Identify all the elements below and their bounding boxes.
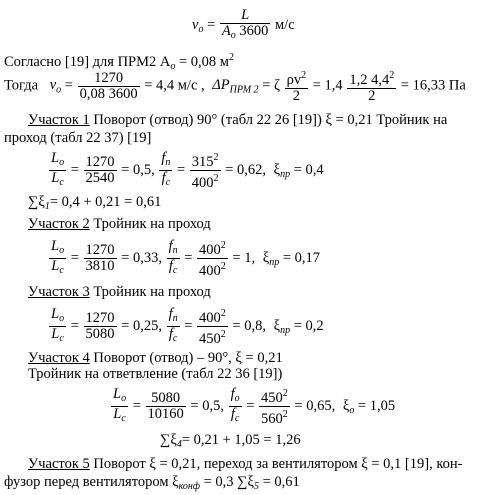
uch4-formula: $\frac{L_o}{L_c}$ = $\frac{5080}{10160}$ = 0,5, $\frac{f_о}{f_c}$ = $\frac{450^2}{560^2}$ = 0,65, $\xi_о = 1,05$: [113, 386, 396, 427]
fraction: $\frac{315^2}{400^2}$: [191, 152, 219, 191]
uch5-line2: фузор перед вентилятором $\xi_{конф} = 0,3$ $\sum\xi_5 = 0,61$: [4, 474, 300, 492]
fraction: $\frac{1,2 4,4^2}{2}$: [349, 70, 395, 104]
section-title: Участок 2: [28, 216, 90, 232]
fraction: [220, 8, 270, 43]
fraction: $\frac{1270}{0,08 3600}$: [79, 69, 138, 102]
symbol: v: [192, 16, 199, 33]
fraction-numerator: L: [220, 8, 270, 24]
uch5-heading: Участок 5 Поворот ξ = 0,21, переход за вентилятором ξ = 0,1 [19], кон-: [28, 456, 463, 472]
uch4-heading: Участок 4 Поворот (отвод) – 90°, ξ = 0,21: [28, 350, 283, 366]
ratio-l: $\frac{L_o}{L_c}$: [51, 150, 65, 188]
uch3-formula: $\frac{L_o}{L_c}$ = $\frac{1270}{5080}$ = 0,25, $\frac{f_п}{f_c}$ = $\frac{400^2}{450^2}$ = 0,8, $\xi_{пр} = 0,2$: [51, 306, 324, 347]
uch2-formula: $\frac{L_o}{L_c}$ = $\frac{1270}{3810}$ = 0,33, $\frac{f_п}{f_c}$ = $\frac{400^2}{400^2}$ = 1, $\xi_{пр} = 0,17$: [51, 238, 321, 279]
fraction: $\frac{1270}{2540}$: [85, 154, 115, 186]
ratio-f: $\frac{f_п}{f_c}$: [161, 150, 171, 188]
uch1-heading: Участок 1 Поворот (отвод) 90° (табл 22 26 [19]) ξ = 0,21 Тройник на: [28, 112, 448, 128]
uch3-heading: Участок 3 Тройник на проход: [28, 284, 211, 300]
section-title: Участок 1: [28, 112, 90, 128]
section-title: Участок 5: [28, 456, 90, 472]
uch1-line2: проход (табл 22 37) [19]: [4, 130, 152, 146]
uch4-line2: Тройник на ответвление (табл 22 36 [19]): [28, 366, 283, 382]
section-title: Участок 4: [28, 350, 90, 366]
section-title: Участок 3: [28, 284, 90, 300]
uch1-sum: $\sum\xi_1= 0,4 + 0,21 = 0,61$: [28, 194, 162, 212]
uch2-heading: Участок 2 Тройник на проход: [28, 216, 211, 232]
velocity-formula: $v_o$ = $\frac{L}{A_o 3600}$ м/с: [192, 7, 295, 41]
fraction: $\frac{\rho v^2}{2}$: [286, 70, 307, 104]
togda-formula: Тогда $v_o$ = $\frac{1270}{0,08 3600}$ = 4,4 м/с , $\Delta P_{ПРМ 2} = \zeta$ $\frac{\rho v^2}{2}$ = 1,4 $\frac{1,2 4,4^2}{2}$ = 16,33 Па: [4, 69, 466, 104]
uch4-sum: $\sum\xi_4= 0,21 + 1,05 = 1,26$: [160, 432, 301, 450]
fraction-denominator: $A_o$ 3600: [221, 23, 269, 41]
uch1-formula: $\frac{L_o}{L_c}$ = $\frac{1270}{2540}$ = 0,5, $\frac{f_п}{f_c}$ = $\frac{315^2}{400^2}$ = 0,62, $\xi_{пр} = 0,4$: [51, 150, 324, 191]
text-line-soglasno: Согласно [19] для ПРМ2 $A_o = 0,08$ $м^2$: [4, 52, 234, 72]
subscript: o: [198, 23, 204, 35]
unit: м/с: [274, 16, 295, 33]
